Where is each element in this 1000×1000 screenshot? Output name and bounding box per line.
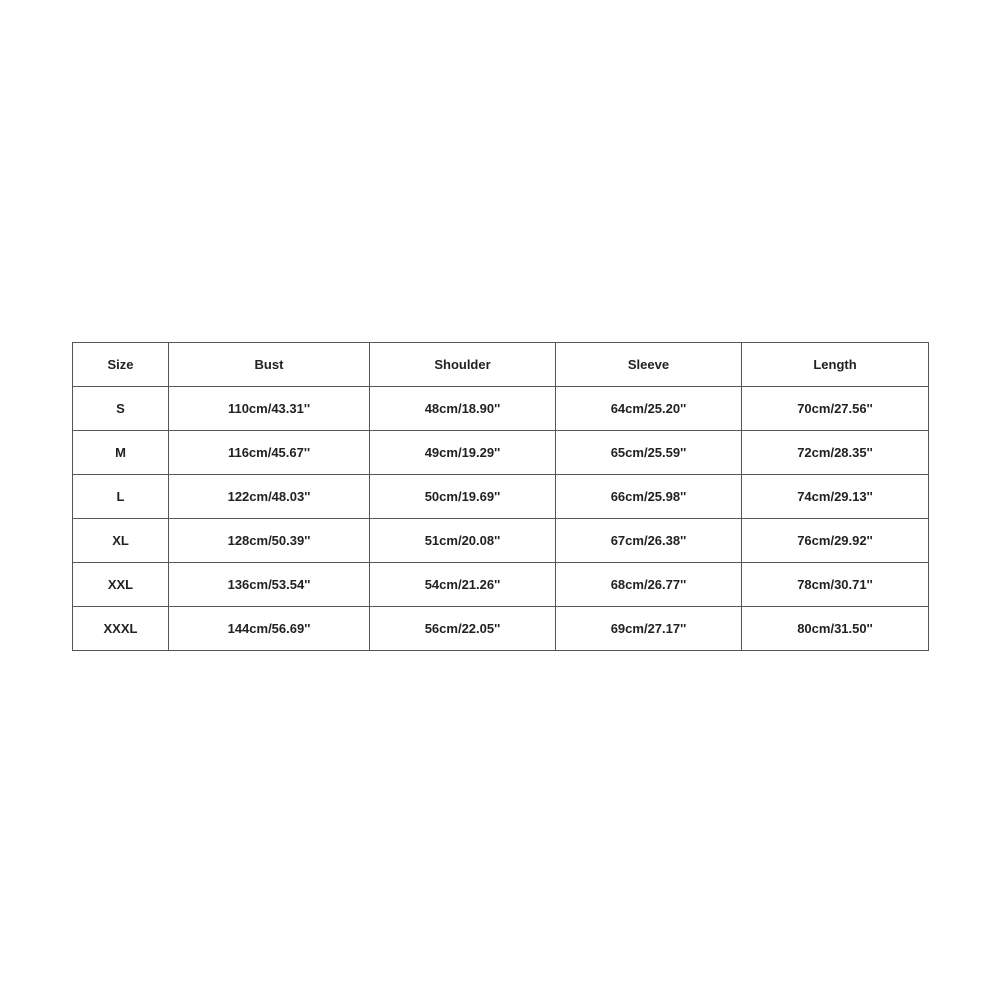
header-shoulder: Shoulder: [370, 343, 556, 387]
cell-length: 78cm/30.71'': [742, 563, 929, 607]
table-row: [73, 563, 929, 607]
cell-sleeve: 64cm/25.20'': [556, 387, 742, 431]
cell-length: 72cm/28.35'': [742, 431, 929, 475]
table-row: [73, 607, 929, 651]
cell-bust: 136cm/53.54'': [169, 563, 370, 607]
cell-size: M: [73, 431, 169, 475]
cell-shoulder: 49cm/19.29'': [370, 431, 556, 475]
header-row: [73, 343, 929, 387]
cell-length: 76cm/29.92'': [742, 519, 929, 563]
table-row: [73, 431, 929, 475]
cell-bust: 110cm/43.31'': [169, 387, 370, 431]
header-length: Length: [742, 343, 929, 387]
cell-bust: 122cm/48.03'': [169, 475, 370, 519]
table-row: [73, 519, 929, 563]
cell-length: 80cm/31.50'': [742, 607, 929, 651]
cell-shoulder: 56cm/22.05'': [370, 607, 556, 651]
cell-size: XXXL: [73, 607, 169, 651]
cell-size: XL: [73, 519, 169, 563]
cell-size: XXL: [73, 563, 169, 607]
cell-shoulder: 54cm/21.26'': [370, 563, 556, 607]
header-size: Size: [73, 343, 169, 387]
cell-sleeve: 69cm/27.17'': [556, 607, 742, 651]
cell-sleeve: 65cm/25.59'': [556, 431, 742, 475]
cell-bust: 128cm/50.39'': [169, 519, 370, 563]
table-row: [73, 475, 929, 519]
cell-bust: 116cm/45.67'': [169, 431, 370, 475]
cell-size: S: [73, 387, 169, 431]
size-chart-table: [72, 342, 929, 651]
header-sleeve: Sleeve: [556, 343, 742, 387]
cell-size: L: [73, 475, 169, 519]
cell-bust: 144cm/56.69'': [169, 607, 370, 651]
cell-sleeve: 68cm/26.77'': [556, 563, 742, 607]
cell-shoulder: 51cm/20.08'': [370, 519, 556, 563]
cell-sleeve: 67cm/26.38'': [556, 519, 742, 563]
cell-shoulder: 48cm/18.90'': [370, 387, 556, 431]
header-bust: Bust: [169, 343, 370, 387]
cell-sleeve: 66cm/25.98'': [556, 475, 742, 519]
cell-shoulder: 50cm/19.69'': [370, 475, 556, 519]
cell-length: 70cm/27.56'': [742, 387, 929, 431]
cell-length: 74cm/29.13'': [742, 475, 929, 519]
table-row: [73, 387, 929, 431]
